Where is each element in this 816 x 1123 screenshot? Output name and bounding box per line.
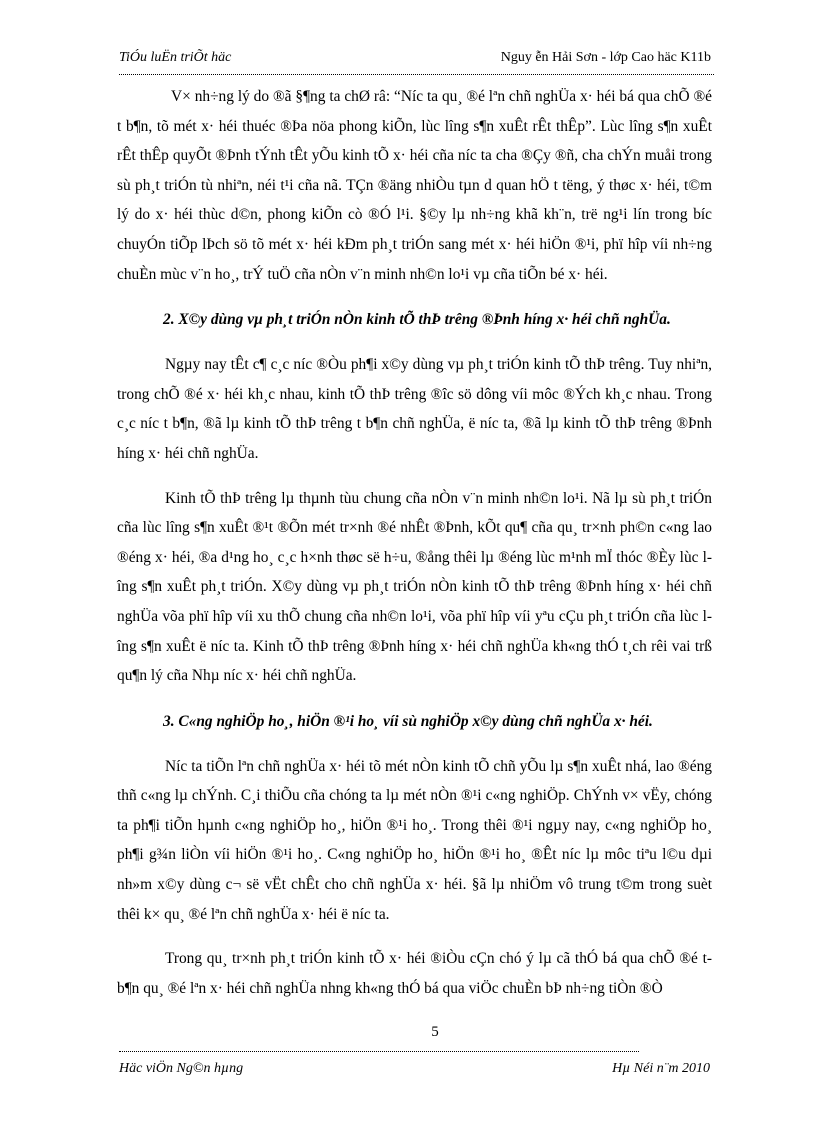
paragraph: V× nh÷ng lý do ®ã §¶ng ta chØ râ: “Níc ta qu¸ ®é lªn chñ nghÜa x· héi bá qua chÕ ®é t b¶n, tõ mét x· héi thuéc ®Þa nöa phong kiÕn, lùc lîng s¶n xuÊt rÊt thÊp”. Lùc lîng s¶n xuÊt rÊt thÊp quyÕt ®Þnh tÝnh tÊt yÕu kinh tÕ x· héi cña níc ta cha ®Çy ®ñ, cha chÝn muåi trong sù ph¸t triÓn tù nhiªn, néi t¹i cña nã. TÇn ®äng nhiÒu tµn d quan hÖ t tëng, ý thøc x· héi, t©m lý do x· héi thùc d©n, phong kiÕn cò ®Ó l¹i. §©y lµ nh÷ng khã kh¨n, trë ng¹i lín trong bíc chuyÓn tiÕp lÞch sö tõ mét x· héi kÐm ph¸t triÓn sang mét x· héi hiÖn ®¹i, phï hîp víi nh÷ng chuÈn mùc v¨n ho¸, trÝ tuÖ cña nÒn v¨n minh nh©n lo¹i vµ cña tiÕn bé x· héi. (117, 88, 712, 283)
paragraph: Trong qu¸ tr×nh ph¸t triÓn kinh tÕ x· héi ®iÒu cÇn chó ý lµ cã thÓ bá qua chÕ ®é t b¶n qu¸ ®é lªn x· héi chñ nghÜa nhng kh«ng thÓ bá qua viÖc chuÈn bÞ nh÷ng tiÒn ®Ò (117, 950, 712, 997)
page-header (119, 48, 711, 70)
page-footer (119, 1061, 714, 1083)
header-author: Nguy ễn Hải Sơn - lớp Cao häc K11b (500, 50, 711, 65)
footer-divider (119, 1051, 639, 1052)
document-body (117, 82, 712, 1003)
header-title: TiÓu luËn triÕt häc (119, 50, 232, 65)
paragraph: Kinh tÕ thÞ trêng lµ thµnh tùu chung cña nÒn v¨n minh nh©n lo¹i. Nã lµ sù ph¸t triÓn cña lùc lîng s¶n xuÊt ®¹t ®Õn mét tr×nh ®é nhÊt ®Þnh, kÕt qu¶ cña qu¸ tr×nh ph©n c«ng lao ®éng x· héi, ®a d¹ng ho¸ c¸c h×nh thøc së h÷u, ®ång thêi lµ ®éng lùc m¹nh mÏ thóc ®Èy lùc lîng s¶n xuÊt ph¸t triÓn. X©y dùng vµ ph¸t triÓn nÒn kinh tÕ thÞ trêng ®Þnh híng x· héi chñ nghÜa võa phï hîp víi xu thÕ chung cña nh©n lo¹i, võa phï hîp víi yªu cÇu ph¸t triÓn cña lùc lîng s¶n xuÊt ë níc ta. Kinh tÕ thÞ trêng ®Þnh híng x· héi chñ nghÜa kh«ng thÓ t¸ch rêi vai trß qu¶n lý cña Nhµ níc x· héi chñ nghÜa. (117, 489, 712, 685)
page-number: 5 (431, 1024, 439, 1040)
paragraph: Níc ta tiÕn lªn chñ nghÜa x· héi tõ mét nÒn kinh tÕ chñ yÕu lµ s¶n xuÊt nhá, lao ®éng thñ c«ng lµ chÝnh. C¸i thiÕu cña chóng ta lµ mét nÒn ®¹i c«ng nghiÖp. ChÝnh v× vËy, chóng ta ph¶i tiÕn hµnh c«ng nghiÖp ho¸, hiÖn ®¹i ho¸. Trong thêi ®¹i ngµy nay, c«ng nghiÖp ho¸ ph¶i g¾n liÒn víi hiÖn ®¹i ho¸. C«ng nghiÖp ho¸ hiÖn ®¹i ho¸ ®Êt níc lµ môc tiªu l©u dµi nh»m x©y dùng c¬ së vËt chÊt cho chñ nghÜa x· héi. §ã lµ nhiÖm vô trung t©m trong suèt thêi k× qu¸ ®é lªn chñ nghÜa x· héi ë níc ta. (117, 757, 712, 923)
footer-institution: Häc viÖn Ng©n hµng (119, 1061, 244, 1076)
section-heading: 2. X©y dùng vµ ph¸t triÓn nÒn kinh tÕ thÞ trêng ®Þnh híng x· héi chñ nghÜa. (163, 311, 671, 329)
footer-place-date: Hµ Néi n¨m 2010 (612, 1061, 710, 1076)
paragraph: Ngµy nay tÊt c¶ c¸c níc ®Òu ph¶i x©y dùng vµ ph¸t triÓn kinh tÕ thÞ trêng. Tuy nhiªn, trong chÕ ®é x· héi kh¸c nhau, kinh tÕ thÞ trêng ®îc sö dông víi môc ®Ých kh¸c nhau. Trong c¸c níc t b¶n, ®ã lµ kinh tÕ thÞ trêng t b¶n chñ nghÜa, ë níc ta, ®ã lµ kinh tÕ thÞ trêng ®Þnh híng x· héi chñ nghÜa. (117, 356, 712, 462)
header-divider (119, 74, 714, 75)
section-heading: 3. C«ng nghiÖp ho¸, hiÖn ®¹i ho¸ víi sù nghiÖp x©y dùng chñ nghÜa x· héi. (163, 712, 653, 730)
